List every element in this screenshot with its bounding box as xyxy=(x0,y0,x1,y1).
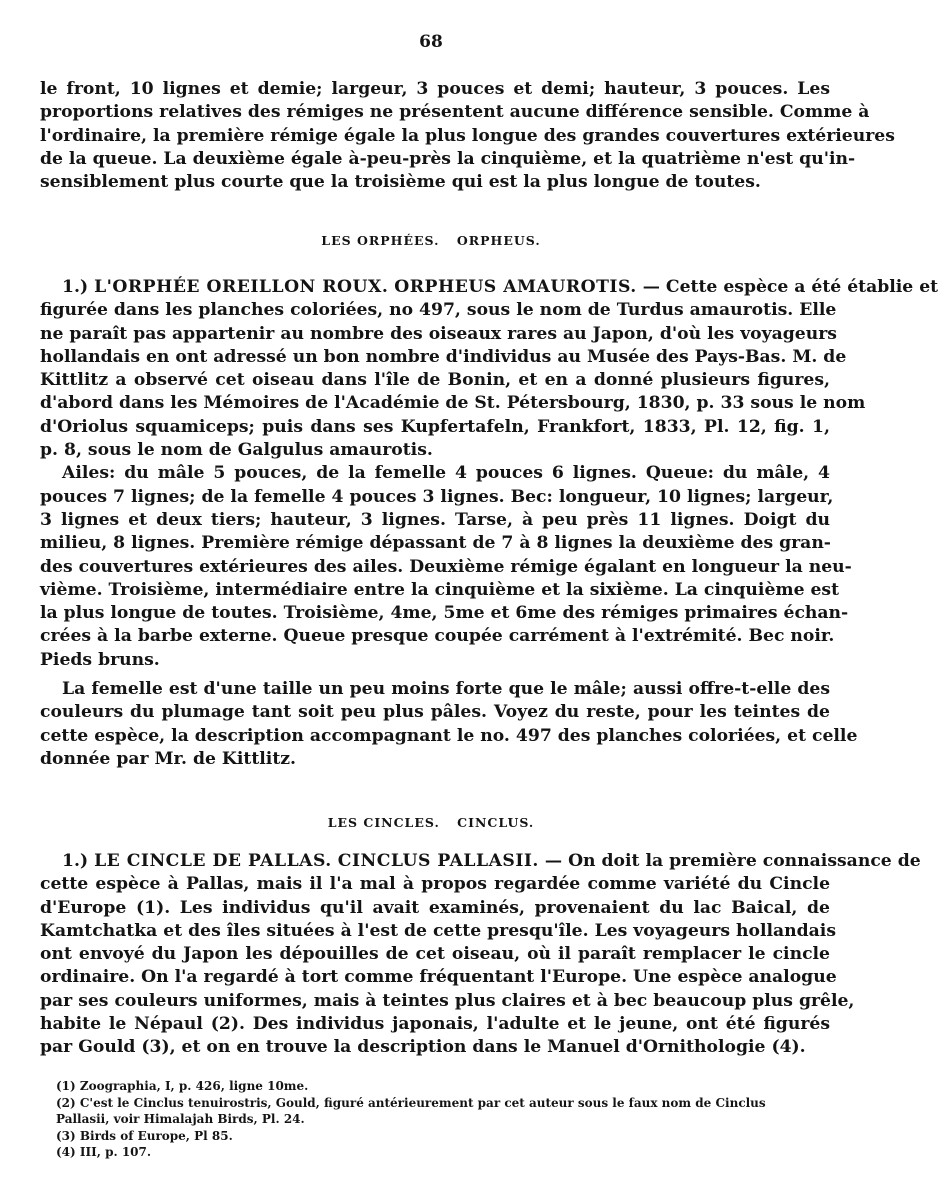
text-line: figurée dans les planches coloriées, no 497, sous le nom de Turdus amaurotis. Elle xyxy=(40,300,837,321)
text-line: par ses couleurs uniformes, mais à teintes plus claires et à bec beaucoup plus grêle, xyxy=(40,990,855,1011)
text-line: des couvertures extérieures des ailes. Deuxième rémige égalant en longueur la neu- xyxy=(40,556,852,577)
text-line: le front, 10 lignes et demie; largeur, 3 pouces et demi; hauteur, 3 pouces. Les xyxy=(40,79,830,99)
text-line: p. 8, sous le nom de Galgulus amaurotis. xyxy=(40,440,433,461)
footnotes xyxy=(56,1078,826,1161)
text-line: pouces 7 lignes; de la femelle 4 pouces 3 lignes. Bec: longueur, 10 lignes; largeur, xyxy=(40,486,834,507)
entry-first-line-text: — On doit la première connaissance de xyxy=(544,851,921,871)
footnote-2-continued: Pallasii, voir Himalajah Birds, Pl. 24. xyxy=(56,1112,305,1126)
text-line: proportions relatives des rémiges ne présentent aucune différence sensible. Comme à xyxy=(40,102,870,123)
entry-name-latin: ORPHEUS AMAUROTIS. xyxy=(394,277,637,297)
text-line: de la queue. La deuxième égale à-peu-près la cinquième, et la quatrième n'est qu'in- xyxy=(40,148,856,169)
entry-first-line xyxy=(40,850,921,873)
text-line: ordinaire. On l'a regardé à tort comme fréquentant l'Europe. Une espèce analogue xyxy=(40,967,837,988)
heading-french: LES ORPHÉES. xyxy=(321,233,440,248)
text-line: ont envoyé du Japon les dépouilles de cet oiseau, où il paraît remplacer le cincle xyxy=(40,944,830,965)
entry-first-line xyxy=(40,276,938,299)
text-line: sensiblement plus courte que la troisième qui est la plus longue de toutes. xyxy=(40,172,761,193)
text-line: La femelle est d'une taille un peu moins forte que le mâle; aussi offre-t-elle des xyxy=(62,679,830,700)
entry-name-french: LE CINCLE DE PALLAS. xyxy=(94,851,332,871)
text-line: cette espèce, la description accompagnant le no. 497 des planches coloriées, et celle xyxy=(40,725,858,746)
section-heading-orphees xyxy=(0,233,862,248)
text-line: d'Europe (1). Les individus qu'il avait examinés, provenaient du lac Baical, de xyxy=(40,897,830,918)
entry-orpheus-amaurotis xyxy=(40,276,938,771)
text-line: 3 lignes et deux tiers; hauteur, 3 lignes. Tarse, à peu près 11 lignes. Doigt du xyxy=(40,509,830,530)
text-line: ne paraît pas appartenir au nombre des oiseaux rares au Japon, d'où les voyageurs xyxy=(40,323,837,344)
entry-name-french: L'ORPHÉE OREILLON ROUX. xyxy=(94,277,389,297)
page-number: 68 xyxy=(419,32,443,52)
heading-latin: ORPHEUS. xyxy=(456,233,541,248)
entry-first-line-text: — Cette espèce a été établie et xyxy=(642,277,938,297)
text-line: donnée par Mr. de Kittlitz. xyxy=(40,748,297,769)
text-line: Kittlitz a observé cet oiseau dans l'île de Bonin, et en a donné plusieurs figures, xyxy=(40,370,830,391)
footnote-1: (1) Zoographia, I, p. 426, ligne 10me. xyxy=(56,1079,309,1093)
footnote-4: (4) III, p. 107. xyxy=(56,1145,152,1159)
text-line: d'abord dans les Mémoires de l'Académie de St. Pétersbourg, 1830, p. 33 sous le nom xyxy=(40,393,866,414)
section-heading-cincles xyxy=(0,815,862,830)
text-line: crées à la barbe externe. Queue presque coupée carrément à l'extrémité. Bec noir. xyxy=(40,626,835,647)
text-line: par Gould (3), et on en trouve la description dans le Manuel d'Ornithologie (4). xyxy=(40,1037,806,1058)
footnote-2: (2) C'est le Cinclus tenuirostris, Gould, figuré antérieurement par cet auteur sous le faux nom de Cinclus xyxy=(56,1095,766,1110)
entry-number: 1.) xyxy=(62,277,89,297)
text-line: Ailes: du mâle 5 pouces, de la femelle 4 pouces 6 lignes. Queue: du mâle, 4 xyxy=(62,463,830,484)
text-line: Pieds bruns. xyxy=(40,649,160,670)
entry-cinclus-pallasii xyxy=(40,850,921,1060)
text-line: la plus longue de toutes. Troisième, 4me, 5me et 6me des rémiges primaires échan- xyxy=(40,603,849,624)
text-line: milieu, 8 lignes. Première rémige dépassant de 7 à 8 lignes la deuxième des gran- xyxy=(40,533,831,554)
heading-french: LES CINCLES. xyxy=(327,815,440,830)
text-line: vième. Troisième, intermédiaire entre la cinquième et la sixième. La cinquième est xyxy=(40,579,840,600)
text-line: hollandais en ont adressé un bon nombre d'individus au Musée des Pays-Bas. M. de xyxy=(40,346,847,367)
heading-latin: CINCLUS. xyxy=(457,815,535,830)
text-line: habite le Népaul (2). Des individus japonais, l'adulte et le jeune, ont été figurés xyxy=(40,1014,830,1035)
text-line: Kamtchatka et des îles situées à l'est de cette presqu'île. Les voyageurs hollandais xyxy=(40,920,836,941)
footnote-3: (3) Birds of Europe, Pl 85. xyxy=(56,1128,233,1143)
text-line: couleurs du plumage tant soit peu plus pâles. Voyez du reste, pour les teintes de xyxy=(40,702,830,723)
intro-paragraph xyxy=(40,78,895,194)
entry-name-latin: CINCLUS PALLASII. xyxy=(337,851,539,871)
text-line: cette espèce à Pallas, mais il l'a mal à propos regardée comme variété du Cincle xyxy=(40,874,830,895)
text-line: l'ordinaire, la première rémige égale la plus longue des grandes couvertures extérieures xyxy=(40,125,895,146)
text-line: d'Oriolus squamiceps; puis dans ses Kupfertafeln, Frankfort, 1833, Pl. 12, fig. 1, xyxy=(40,416,830,437)
entry-number: 1.) xyxy=(62,851,89,871)
